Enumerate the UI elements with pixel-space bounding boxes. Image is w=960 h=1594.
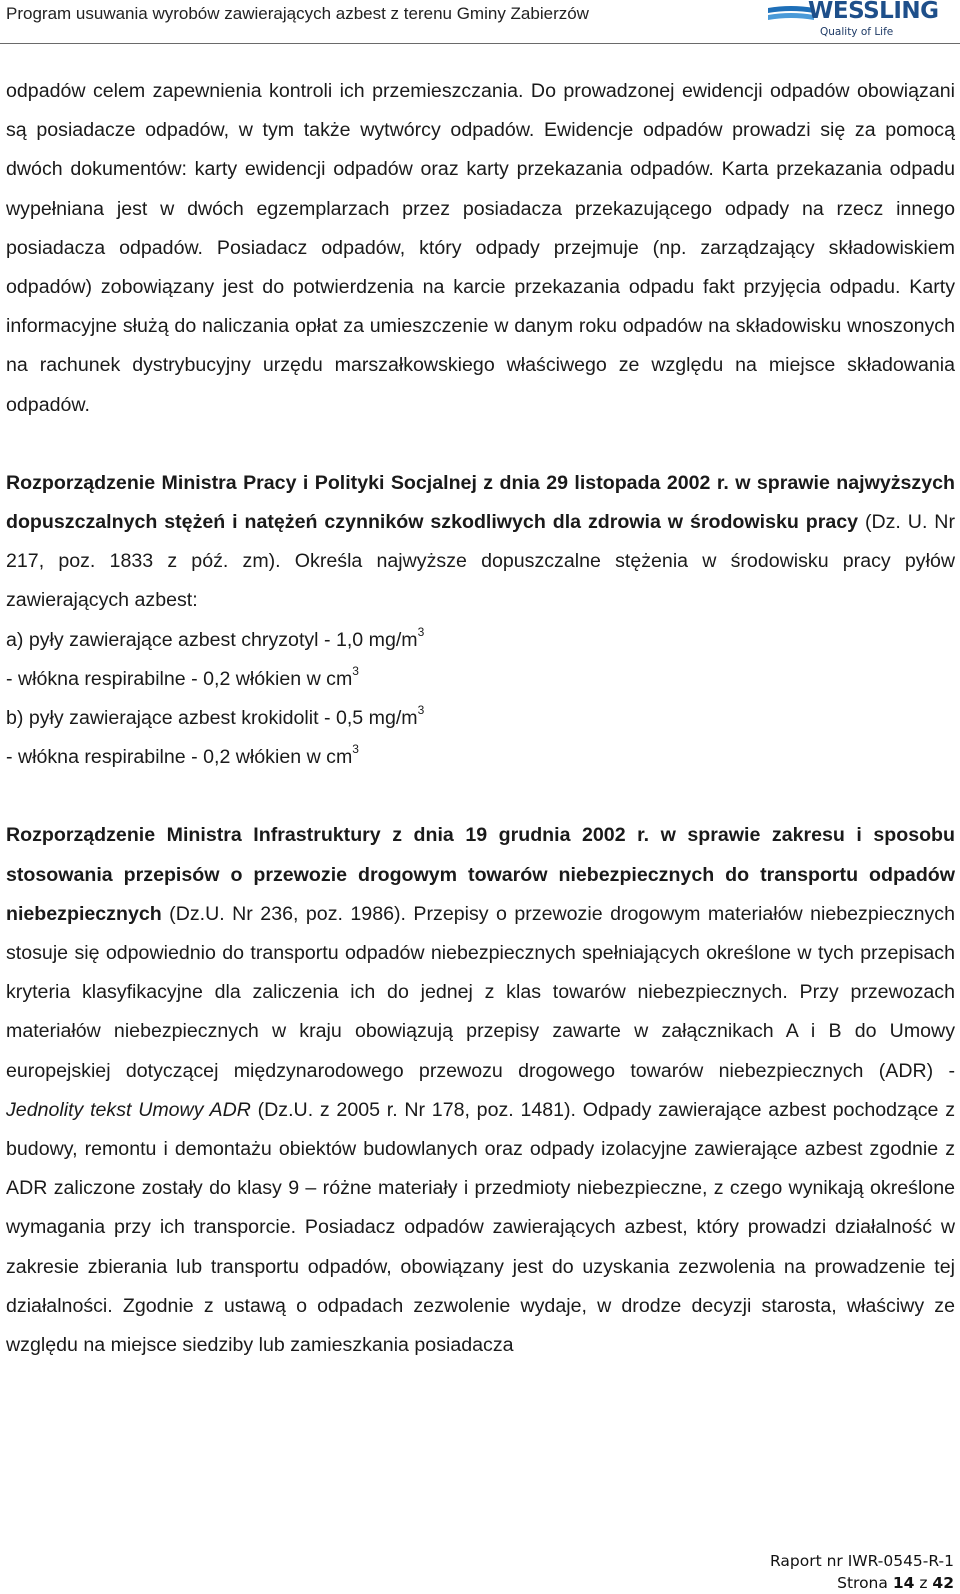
paragraph-gap <box>6 777 955 816</box>
list-item: b) pyły zawierające azbest krokidolit - 0,5 $mg/m^3$ <box>6 703 425 730</box>
regulation-text-labour: (Dz. U. Nr 217, poz. 1833 z póź. zm). Określa najwyższe dopuszczalne stężenia w środowisku pracy pyłów zawierających azbest: <box>6 511 955 612</box>
paragraph-regulation-labour <box>6 464 955 621</box>
regulation-title-infrastructure: Rozporządzenie Ministra Infrastruktury z dnia 19 grudnia 2002 r. w sprawie zakresu i sposobu stosowania przepisów o przewozie drogowym towarów niebezpiecznych do transportu odpadów niebezpiecznych <box>6 824 955 925</box>
document-title: Program usuwania wyrobów zawierających azbest z terenu Gminy Zabierzów <box>6 4 589 23</box>
report-number: Raport nr IWR-0545-R-1 <box>769 1552 954 1570</box>
paragraph-waste-records: odpadów celem zapewnienia kontroli ich przemieszczania. Do prowadzonej ewidencji odpadów obowiązani są posiadacze odpadów, w tym także wytwórcy odpadów. Ewidencje odpadów prowadzi się za pomocą dwóch dokumentów: karty ewidencji odpadów oraz karty przekazania odpadów. Karta przekazania odpadu wypełniana jest w dwóch egzemplarzach przez posiadacza przekazującego odpady na rzecz innego posiadacza odpadów. Posiadacz odpadów, który odpady przejmuje (np. zarządzający składowiskiem odpadów) zobowiązany jest do potwierdzenia na karcie przekazania odpadu fakt przyjęcia odpadu. Karty informacyjne służą do naliczania opłat za umieszczenie w danym roku odpadów na składowisku wnoszonych na rachunek dystrybucyjny urzędu marszałkowskiego właściwego ze względu na miejsce składowania odpadów. <box>6 80 955 416</box>
header-divider <box>0 43 960 44</box>
list-item: - włókna respirabilne - 0,2 włókien w $cm^3$ <box>6 742 359 769</box>
page-number: Strona 14 z 42 <box>837 1574 954 1592</box>
page-content <box>6 72 955 1365</box>
logo-tagline: Quality of Life <box>820 26 894 38</box>
wessling-logo <box>768 0 958 42</box>
page-header <box>0 0 960 44</box>
list-item: a) pyły zawierające azbest chryzotyl - 1,0 $mg/m^3$ <box>6 624 425 651</box>
regulation-title-labour: Rozporządzenie Ministra Pracy i Polityki Socjalnej z dnia 29 listopada 2002 r. w sprawie najwyższych dopuszczalnych stężeń i natężeń czynników szkodliwych dla zdrowia w środowisku pracy <box>6 471 955 534</box>
paragraph-gap <box>6 425 955 464</box>
adr-title: Jednolity tekst Umowy ADR <box>6 1098 251 1121</box>
list-item: - włókna respirabilne - 0,2 włókien w $cm^3$ <box>6 663 359 690</box>
logo-name: WESSLING <box>808 0 939 24</box>
page-footer <box>0 1540 960 1594</box>
paragraph-regulation-infrastructure: Rozporządzenie Ministra Infrastruktury z dnia 19 grudnia 2002 r. w sprawie zakresu i sposobu stosowania przepisów o przewozie drogowym towarów niebezpiecznych do transportu odpadów niebezpiecznych (Dz.U. Nr 236, poz. 1986). Przepisy o przewozie drogowym materiałów niebezpiecznych stosuje się odpowiednio do transportu odpadów niebezpiecznych spełniających określone w tych przepisach kryteria klasyfikacyjne dla zaliczenia ich do jednej z klas towarów niebezpiecznych. Przy przewozach materiałów niebezpiecznych w kraju obowiązują przepisy zawarte w załącznikach A i B do Umowy europejskiej dotyczącej międzynarodowego przewozu drogowego towarów niebezpiecznych (ADR) - Jednolity tekst Umowy ADR (Dz.U. z 2005 r. Nr 178, poz. 1481). Odpady zawierające azbest pochodzące z budowy, remontu i demontażu obiektów budowlanych oraz odpady izolacyjne zawierające azbest zgodnie z ADR zaliczone zostały do klasy 9 – różne materiały i przedmioty niebezpieczne, z czego wynikają określone wymagania przy ich transporcie. Posiadacz odpadów zawierających azbest, który prowadzi działalność w zakresie zbierania lub transportu odpadów, obowiązany jest do uzyskania zezwolenia na prowadzenie tej działalności. Zgodnie z ustawą o odpadach zezwolenie wydaje, w drodze decyzji starosta, właściwy ze względu na miejsce siedziby lub zamieszkania posiadacza <box>6 824 955 1357</box>
